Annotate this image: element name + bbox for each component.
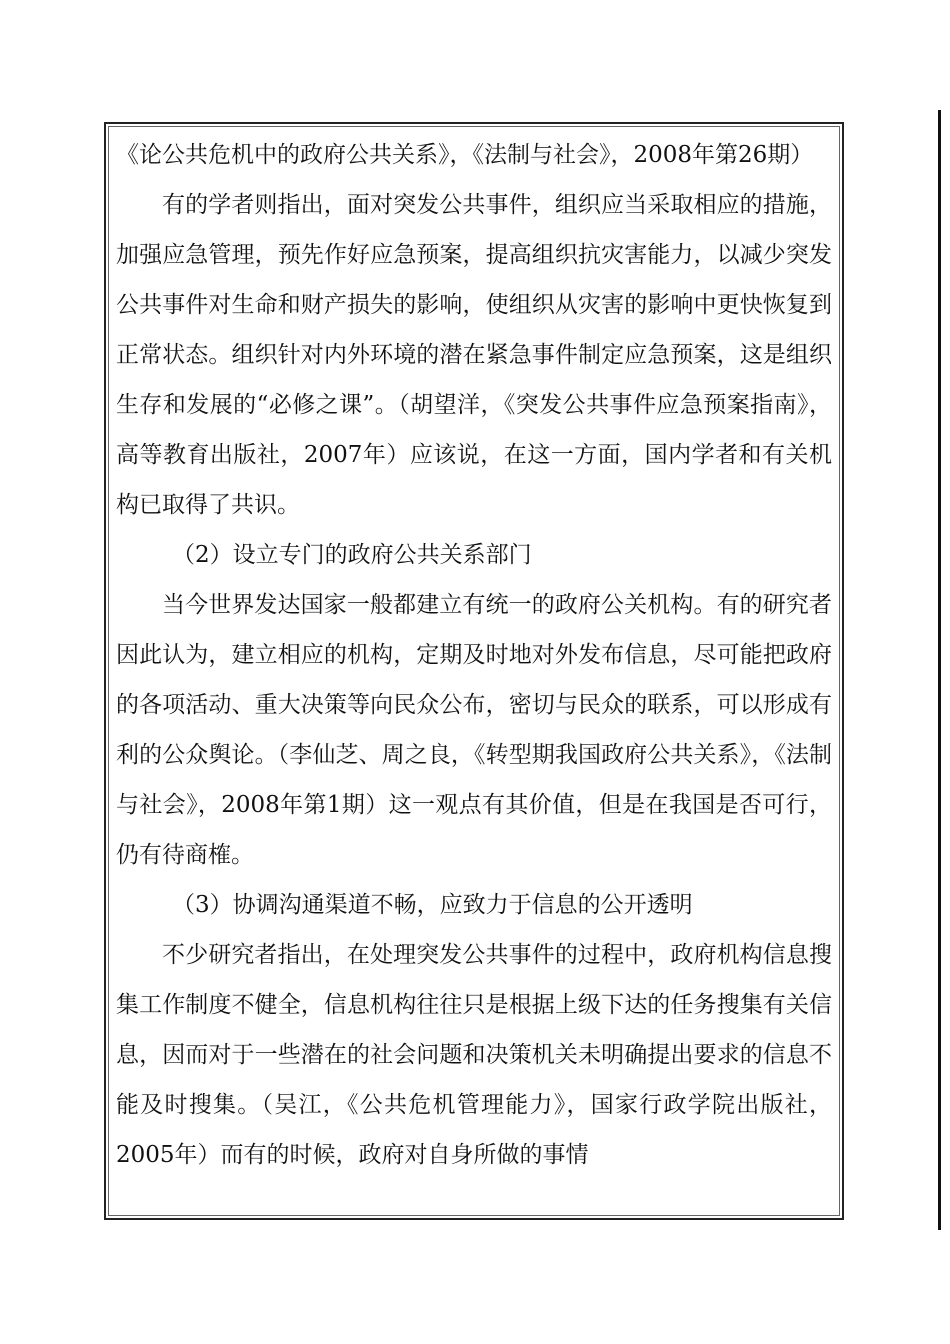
paragraph-pr-agency: 当今世界发达国家一般都建立有统一的政府公关机构。有的研究者因此认为，建立相应的机构，定期及时地对外发布信息，尽可能把政府的各项活动、重大决策等向民众公布，密切与民众的联系，可以形成有利的公众舆论。（李仙芝、周之良，《转型期我国政府公共关系》，《法制与社会》，2008年第1期）这一观点有其价值，但是在我国是否可行，仍有待商榷。 (116, 592, 832, 868)
paragraph-information: 不少研究者指出，在处理突发公共事件的过程中，政府机构信息搜集工作制度不健全，信息机构往往只是根据上级下达的任务搜集有关信息，因而对于一些潜在的社会问题和决策机关未明确提出要求的信息不能及时搜集。（吴江，《公共危机管理能力》，国家行政学院出版社，2005年）而有的时候，政府对自身所做的事情 (116, 942, 832, 1168)
subheading-communication: （3）协调沟通渠道不畅，应致力于信息的公开透明 (172, 892, 693, 918)
citation-continuation: 《论公共危机中的政府公共关系》，《法制与社会》，2008年第26期） (116, 142, 814, 168)
subheading-pr-department: （2）设立专门的政府公共关系部门 (172, 542, 532, 568)
page-edge-line (938, 110, 941, 1230)
paragraph-emergency-plan: 有的学者则指出，面对突发公共事件，组织应当采取相应的措施，加强应急管理，预先作好应急预案，提高组织抗灾害能力，以减少突发公共事件对生命和财产损失的影响，使组织从灾害的影响中更快恢复到正常状态。组织针对内外环境的潜在紧急事件制定应急预案，这是组织生存和发展的“必修之课”。（胡望洋，《突发公共事件应急预案指南》，高等教育出版社，2007年）应该说，在这一方面，国内学者和有关机构已取得了共识。 (116, 192, 832, 518)
text-frame (104, 122, 844, 1220)
document-body (116, 130, 832, 1180)
